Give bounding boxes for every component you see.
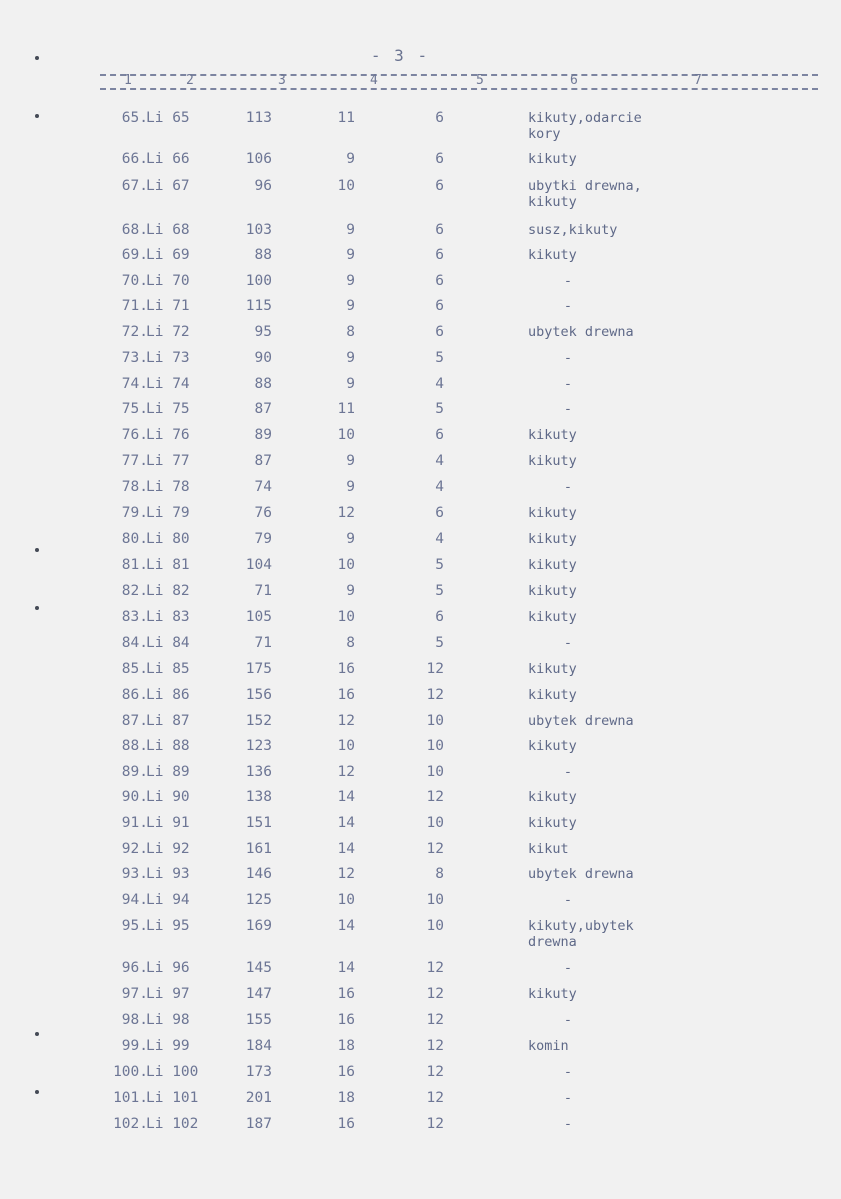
row-number: 73. xyxy=(121,350,148,366)
column-4-value: 8 xyxy=(346,324,355,340)
column-5-value: 5 xyxy=(435,583,444,599)
tree-id: Li 82 xyxy=(146,583,190,599)
column-number-6: 6 xyxy=(570,73,578,88)
column-5-value: 6 xyxy=(435,178,444,194)
column-3-value: 187 xyxy=(245,1116,272,1132)
row-number: 84. xyxy=(121,635,148,651)
table-row xyxy=(0,110,841,146)
column-3-value: 88 xyxy=(254,247,272,263)
column-5-value: 6 xyxy=(435,505,444,521)
row-number: 77. xyxy=(121,453,148,469)
tree-id: Li 66 xyxy=(146,151,190,167)
tree-id: Li 96 xyxy=(146,960,190,976)
remarks: kikuty xyxy=(528,427,577,443)
column-5-value: 12 xyxy=(426,1116,444,1132)
column-5-value: 6 xyxy=(435,609,444,625)
row-number: 98. xyxy=(121,1012,148,1028)
remarks: ubytek drewna xyxy=(528,713,634,729)
column-3-value: 90 xyxy=(254,350,272,366)
column-3-value: 123 xyxy=(245,738,272,754)
column-4-value: 12 xyxy=(337,764,355,780)
column-4-value: 9 xyxy=(346,376,355,392)
row-number: 86. xyxy=(121,687,148,703)
tree-id: Li 83 xyxy=(146,609,190,625)
remarks: - xyxy=(563,298,573,314)
column-5-value: 4 xyxy=(435,479,444,495)
remarks: - xyxy=(563,764,573,780)
remarks: kikuty xyxy=(528,453,577,469)
remarks: - xyxy=(563,1090,573,1106)
column-3-value: 74 xyxy=(254,479,272,495)
remarks: kikuty,odarcie kory xyxy=(528,110,642,142)
column-3-value: 104 xyxy=(245,557,272,573)
row-number: 78. xyxy=(121,479,148,495)
column-5-value: 12 xyxy=(426,1090,444,1106)
tree-id: Li 79 xyxy=(146,505,190,521)
remarks: kikuty xyxy=(528,151,577,167)
column-3-value: 87 xyxy=(254,453,272,469)
remarks: - xyxy=(563,1012,573,1028)
remarks: kikuty xyxy=(528,531,577,547)
column-5-value: 5 xyxy=(435,401,444,417)
column-3-value: 115 xyxy=(245,298,272,314)
column-3-value: 71 xyxy=(254,635,272,651)
row-number: 72. xyxy=(121,324,148,340)
column-3-value: 152 xyxy=(245,713,272,729)
tree-id: Li 84 xyxy=(146,635,190,651)
column-4-value: 10 xyxy=(337,738,355,754)
tree-id: Li 74 xyxy=(146,376,190,392)
remarks: kikuty xyxy=(528,505,577,521)
column-5-value: 12 xyxy=(426,661,444,677)
column-4-value: 11 xyxy=(337,401,355,417)
tree-id: Li 73 xyxy=(146,350,190,366)
tree-id: Li 95 xyxy=(146,918,190,934)
remarks: kikuty xyxy=(528,247,577,263)
remarks: ubytek drewna xyxy=(528,324,634,340)
column-5-value: 6 xyxy=(435,222,444,238)
column-4-value: 10 xyxy=(337,609,355,625)
column-4-value: 9 xyxy=(346,453,355,469)
row-number: 92. xyxy=(121,841,148,857)
row-number: 87. xyxy=(121,713,148,729)
column-3-value: 151 xyxy=(245,815,272,831)
column-4-value: 12 xyxy=(337,505,355,521)
column-3-value: 106 xyxy=(245,151,272,167)
remarks: kikuty xyxy=(528,609,577,625)
column-3-value: 155 xyxy=(245,1012,272,1028)
column-5-value: 12 xyxy=(426,1012,444,1028)
column-4-value: 9 xyxy=(346,222,355,238)
column-5-value: 12 xyxy=(426,960,444,976)
row-number: 94. xyxy=(121,892,148,908)
column-5-value: 10 xyxy=(426,713,444,729)
tree-id: Li 88 xyxy=(146,738,190,754)
column-5-value: 6 xyxy=(435,427,444,443)
row-number: 76. xyxy=(121,427,148,443)
column-3-value: 201 xyxy=(245,1090,272,1106)
tree-id: Li 77 xyxy=(146,453,190,469)
column-3-value: 87 xyxy=(254,401,272,417)
column-3-value: 96 xyxy=(254,178,272,194)
row-number: 96. xyxy=(121,960,148,976)
column-4-value: 12 xyxy=(337,713,355,729)
column-3-value: 156 xyxy=(245,687,272,703)
tree-id: Li 76 xyxy=(146,427,190,443)
column-4-value: 16 xyxy=(337,986,355,1002)
tree-id: Li 100 xyxy=(146,1064,199,1080)
row-number: 99. xyxy=(121,1038,148,1054)
row-number: 70. xyxy=(121,273,148,289)
column-5-value: 4 xyxy=(435,376,444,392)
tree-id: Li 90 xyxy=(146,789,190,805)
column-5-value: 6 xyxy=(435,247,444,263)
column-5-value: 5 xyxy=(435,557,444,573)
column-5-value: 10 xyxy=(426,918,444,934)
column-4-value: 9 xyxy=(346,247,355,263)
row-number: 83. xyxy=(121,609,148,625)
tree-id: Li 87 xyxy=(146,713,190,729)
column-4-value: 11 xyxy=(337,110,355,126)
tree-id: Li 98 xyxy=(146,1012,190,1028)
column-5-value: 6 xyxy=(435,324,444,340)
column-number-5: 5 xyxy=(476,73,484,88)
column-5-value: 12 xyxy=(426,1064,444,1080)
row-number: 71. xyxy=(121,298,148,314)
column-4-value: 10 xyxy=(337,178,355,194)
column-3-value: 173 xyxy=(245,1064,272,1080)
column-5-value: 6 xyxy=(435,273,444,289)
tree-id: Li 93 xyxy=(146,866,190,882)
remarks: kikuty,ubytek drewna xyxy=(528,918,634,950)
remarks: - xyxy=(563,892,573,908)
column-3-value: 95 xyxy=(254,324,272,340)
column-3-value: 147 xyxy=(245,986,272,1002)
tree-id: Li 78 xyxy=(146,479,190,495)
column-5-value: 12 xyxy=(426,1038,444,1054)
row-number: 100. xyxy=(113,1064,148,1080)
row-number: 82. xyxy=(121,583,148,599)
column-4-value: 16 xyxy=(337,687,355,703)
column-5-value: 4 xyxy=(435,531,444,547)
remarks: ubytek drewna xyxy=(528,866,634,882)
remarks: kikuty xyxy=(528,738,577,754)
tree-id: Li 99 xyxy=(146,1038,190,1054)
remarks: - xyxy=(563,1116,573,1132)
column-4-value: 16 xyxy=(337,1116,355,1132)
column-4-value: 9 xyxy=(346,531,355,547)
column-3-value: 88 xyxy=(254,376,272,392)
tree-id: Li 65 xyxy=(146,110,190,126)
row-number: 101. xyxy=(113,1090,148,1106)
column-3-value: 100 xyxy=(245,273,272,289)
table-row xyxy=(0,178,841,214)
row-number: 68. xyxy=(121,222,148,238)
row-number: 79. xyxy=(121,505,148,521)
column-5-value: 6 xyxy=(435,110,444,126)
column-4-value: 14 xyxy=(337,918,355,934)
row-number: 81. xyxy=(121,557,148,573)
column-5-value: 10 xyxy=(426,892,444,908)
row-number: 80. xyxy=(121,531,148,547)
tree-id: Li 75 xyxy=(146,401,190,417)
column-5-value: 10 xyxy=(426,738,444,754)
tree-id: Li 92 xyxy=(146,841,190,857)
row-number: 66. xyxy=(121,151,148,167)
column-3-value: 125 xyxy=(245,892,272,908)
tree-id: Li 91 xyxy=(146,815,190,831)
tree-id: Li 71 xyxy=(146,298,190,314)
row-number: 95. xyxy=(121,918,148,934)
column-number-4: 4 xyxy=(370,73,378,88)
column-4-value: 9 xyxy=(346,151,355,167)
column-number-1: 1 xyxy=(124,73,132,88)
column-4-value: 10 xyxy=(337,557,355,573)
column-4-value: 16 xyxy=(337,1012,355,1028)
column-4-value: 9 xyxy=(346,583,355,599)
column-3-value: 76 xyxy=(254,505,272,521)
row-number: 75. xyxy=(121,401,148,417)
row-number: 102. xyxy=(113,1116,148,1132)
column-3-value: 161 xyxy=(245,841,272,857)
remarks: kikuty xyxy=(528,583,577,599)
column-5-value: 5 xyxy=(435,635,444,651)
row-number: 67. xyxy=(121,178,148,194)
remarks: kikuty xyxy=(528,789,577,805)
row-number: 65. xyxy=(121,110,148,126)
column-4-value: 12 xyxy=(337,866,355,882)
column-4-value: 9 xyxy=(346,273,355,289)
tree-id: Li 94 xyxy=(146,892,190,908)
column-3-value: 136 xyxy=(245,764,272,780)
column-3-value: 146 xyxy=(245,866,272,882)
column-4-value: 9 xyxy=(346,350,355,366)
row-number: 89. xyxy=(121,764,148,780)
remarks: ubytki drewna, kikuty xyxy=(528,178,642,210)
tree-id: Li 89 xyxy=(146,764,190,780)
column-4-value: 18 xyxy=(337,1038,355,1054)
column-number-7: 7 xyxy=(694,73,702,88)
remarks: kikut xyxy=(528,841,569,857)
column-5-value: 5 xyxy=(435,350,444,366)
column-5-value: 12 xyxy=(426,841,444,857)
remarks: susz,kikuty xyxy=(528,222,618,238)
remarks: - xyxy=(563,401,573,417)
column-number-3: 3 xyxy=(278,73,286,88)
column-3-value: 103 xyxy=(245,222,272,238)
row-number: 91. xyxy=(121,815,148,831)
column-5-value: 8 xyxy=(435,866,444,882)
row-number: 93. xyxy=(121,866,148,882)
row-number: 69. xyxy=(121,247,148,263)
table-row xyxy=(0,918,841,954)
column-4-value: 10 xyxy=(337,427,355,443)
column-3-value: 71 xyxy=(254,583,272,599)
tree-id: Li 70 xyxy=(146,273,190,289)
tree-id: Li 67 xyxy=(146,178,190,194)
column-3-value: 145 xyxy=(245,960,272,976)
row-number: 85. xyxy=(121,661,148,677)
tree-id: Li 81 xyxy=(146,557,190,573)
tree-id: Li 97 xyxy=(146,986,190,1002)
tree-id: Li 72 xyxy=(146,324,190,340)
column-3-value: 138 xyxy=(245,789,272,805)
remarks: - xyxy=(563,960,573,976)
column-5-value: 12 xyxy=(426,687,444,703)
remarks: komin xyxy=(528,1038,569,1054)
table-row xyxy=(0,1116,841,1152)
remarks: kikuty xyxy=(528,815,577,831)
remarks: kikuty xyxy=(528,557,577,573)
column-4-value: 9 xyxy=(346,479,355,495)
column-3-value: 169 xyxy=(245,918,272,934)
remarks: - xyxy=(563,273,573,289)
column-3-value: 89 xyxy=(254,427,272,443)
column-4-value: 10 xyxy=(337,892,355,908)
column-5-value: 10 xyxy=(426,764,444,780)
tree-id: Li 80 xyxy=(146,531,190,547)
column-number-2: 2 xyxy=(186,73,194,88)
remarks: - xyxy=(563,350,573,366)
row-number: 97. xyxy=(121,986,148,1002)
tree-id: Li 68 xyxy=(146,222,190,238)
remarks: - xyxy=(563,1064,573,1080)
remarks: - xyxy=(563,635,573,651)
remarks: - xyxy=(563,479,573,495)
column-4-value: 16 xyxy=(337,1064,355,1080)
column-4-value: 14 xyxy=(337,960,355,976)
column-5-value: 12 xyxy=(426,986,444,1002)
column-4-value: 14 xyxy=(337,815,355,831)
column-5-value: 6 xyxy=(435,298,444,314)
remarks: - xyxy=(563,376,573,392)
column-5-value: 12 xyxy=(426,789,444,805)
row-number: 90. xyxy=(121,789,148,805)
column-4-value: 18 xyxy=(337,1090,355,1106)
remarks: kikuty xyxy=(528,661,577,677)
column-4-value: 14 xyxy=(337,841,355,857)
tree-id: Li 69 xyxy=(146,247,190,263)
tree-id: Li 85 xyxy=(146,661,190,677)
column-3-value: 113 xyxy=(245,110,272,126)
row-number: 88. xyxy=(121,738,148,754)
column-3-value: 175 xyxy=(245,661,272,677)
page-number: - 3 - xyxy=(370,46,430,65)
column-3-value: 105 xyxy=(245,609,272,625)
column-3-value: 184 xyxy=(245,1038,272,1054)
column-4-value: 16 xyxy=(337,661,355,677)
column-3-value: 79 xyxy=(254,531,272,547)
column-4-value: 9 xyxy=(346,298,355,314)
column-4-value: 8 xyxy=(346,635,355,651)
tree-id: Li 101 xyxy=(146,1090,199,1106)
row-number: 74. xyxy=(121,376,148,392)
tree-id: Li 102 xyxy=(146,1116,199,1132)
column-5-value: 4 xyxy=(435,453,444,469)
tree-id: Li 86 xyxy=(146,687,190,703)
column-5-value: 10 xyxy=(426,815,444,831)
remarks: kikuty xyxy=(528,687,577,703)
column-4-value: 14 xyxy=(337,789,355,805)
column-5-value: 6 xyxy=(435,151,444,167)
remarks: kikuty xyxy=(528,986,577,1002)
